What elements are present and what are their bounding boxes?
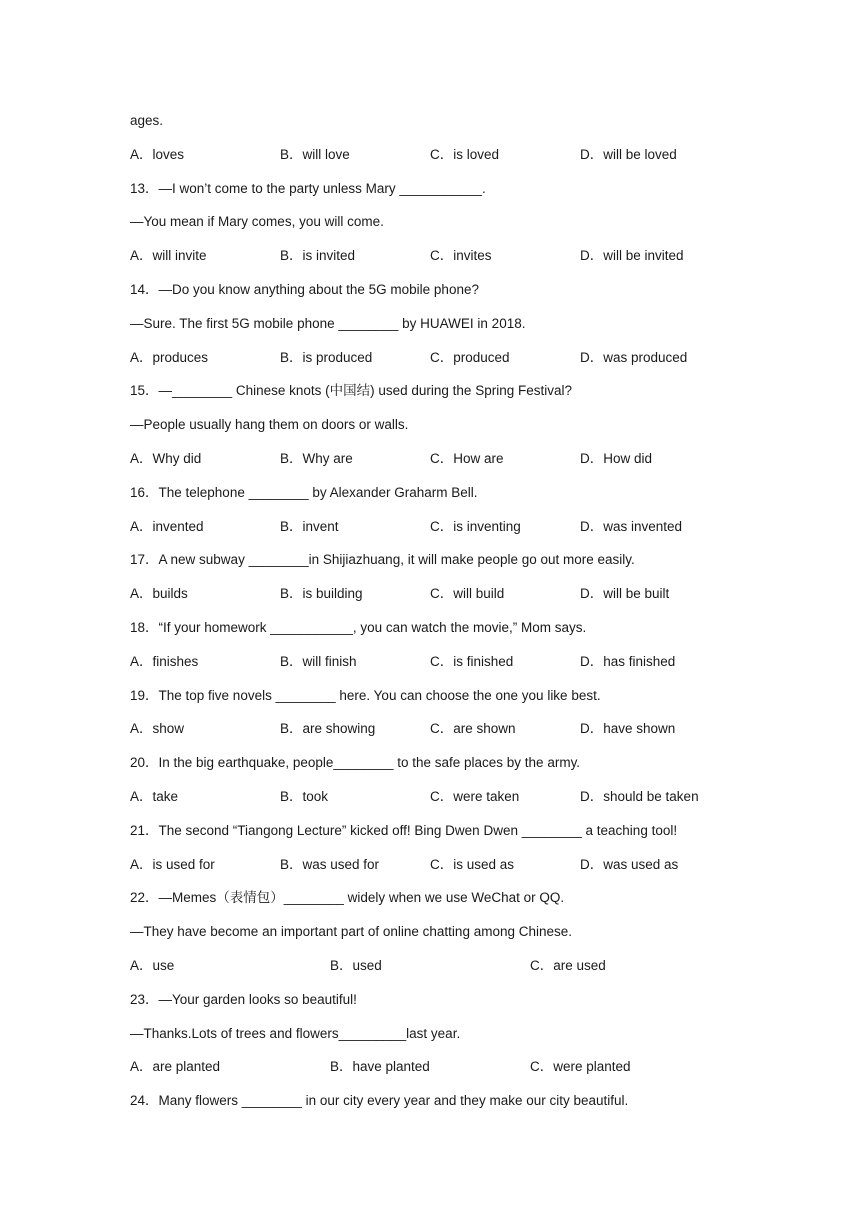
answer-option: C．were planted [530, 1059, 631, 1075]
answer-option: B．have planted [330, 1059, 430, 1075]
answer-options [130, 584, 750, 618]
answer-option: B．is building [280, 586, 363, 602]
answer-option: D．has finished [580, 653, 676, 669]
answer-option: B．was used for [280, 856, 380, 872]
answer-option: A．take [130, 788, 179, 804]
answer-option: C．is loved [430, 146, 500, 162]
answer-option: B．are showing [280, 721, 376, 737]
answer-options [130, 956, 750, 990]
answer-option: A．Why did [130, 450, 202, 466]
question-line: 16．The telephone ________ by Alexander Graharm Bell. [130, 484, 478, 500]
question-line: 24．Many flowers ________ in our city every year and they make our city beautiful. [130, 1093, 629, 1109]
answer-option: D．will be built [580, 586, 670, 602]
answer-option: C．produced [430, 349, 510, 365]
answer-option: C．invites [430, 248, 492, 264]
answer-option: A．will invite [130, 248, 207, 264]
answer-options [130, 348, 750, 382]
answer-option: C．will build [430, 586, 505, 602]
answer-option: C．is inventing [430, 518, 521, 534]
answer-option: B．is produced [280, 349, 373, 365]
question-line: 20．In the big earthquake, people________ to the safe places by the army. [130, 755, 581, 771]
question-line: 15．—________ Chinese knots (中国结) used during the Spring Festival? [130, 383, 572, 399]
answer-option: A．are planted [130, 1059, 221, 1075]
question-line: 17．A new subway ________in Shijiazhuang, it will make people go out more easily. [130, 552, 635, 568]
answer-option: C．How are [430, 450, 504, 466]
answer-option: B．Why are [280, 450, 353, 466]
question-line: 19．The top five novels ________ here. You can choose the one you like best. [130, 687, 601, 703]
question-line: 13．—I won’t come to the party unless Mary ___________. [130, 180, 486, 196]
question-line: —You mean if Mary comes, you will come. [130, 214, 384, 230]
answer-option: B．will finish [280, 653, 357, 669]
question-line: —They have become an important part of online chatting among Chinese. [130, 924, 573, 940]
answer-option: B．invent [280, 518, 339, 534]
answer-option: A．use [130, 957, 175, 973]
question-line: ages. [130, 113, 164, 128]
answer-option: C．are used [530, 957, 606, 973]
answer-option: A．produces [130, 349, 209, 365]
answer-option: A．builds [130, 586, 188, 602]
answer-option: D．How did [580, 450, 653, 466]
document-page [130, 111, 750, 1125]
answer-option: D．was invented [580, 518, 683, 534]
answer-option: D．will be loved [580, 146, 677, 162]
answer-options [130, 145, 750, 179]
answer-options [130, 449, 750, 483]
question-line: —Sure. The first 5G mobile phone ________ by HUAWEI in 2018. [130, 315, 526, 331]
answer-option: D．was produced [580, 349, 688, 365]
answer-options [130, 855, 750, 889]
answer-option: A．is used for [130, 856, 215, 872]
answer-option: A．finishes [130, 653, 199, 669]
answer-option: A．invented [130, 518, 204, 534]
question-line: 18．“If your homework ___________, you can watch the movie,” Mom says. [130, 619, 587, 635]
answer-options [130, 719, 750, 753]
question-line: —People usually hang them on doors or walls. [130, 417, 409, 433]
answer-options [130, 787, 750, 821]
answer-option: A．show [130, 721, 185, 737]
answer-option: D．will be invited [580, 248, 684, 264]
question-line: —Thanks.Lots of trees and flowers_________last year. [130, 1025, 461, 1041]
answer-option: C．are shown [430, 721, 516, 737]
answer-option: D．was used as [580, 856, 679, 872]
answer-option: A．loves [130, 146, 185, 162]
answer-options [130, 1057, 750, 1091]
answer-option: B．will love [280, 146, 350, 162]
answer-option: C．is finished [430, 653, 514, 669]
answer-option: B．used [330, 957, 382, 973]
question-line: 14．—Do you know anything about the 5G mobile phone? [130, 281, 479, 297]
answer-option: D．should be taken [580, 788, 699, 804]
answer-option: D．have shown [580, 721, 676, 737]
answer-option: B．took [280, 788, 329, 804]
answer-options [130, 517, 750, 551]
answer-options [130, 246, 750, 280]
answer-option: C．is used as [430, 856, 515, 872]
question-line: 21．The second “Tiangong Lecture” kicked off! Bing Dwen Dwen ________ a teaching tool! [130, 822, 678, 838]
question-line: 22．—Memes（表情包）________ widely when we use WeChat or QQ. [130, 890, 565, 906]
question-line: 23．—Your garden looks so beautiful! [130, 991, 357, 1007]
answer-options [130, 652, 750, 686]
answer-option: B．is invited [280, 248, 356, 264]
answer-option: C．were taken [430, 788, 520, 804]
